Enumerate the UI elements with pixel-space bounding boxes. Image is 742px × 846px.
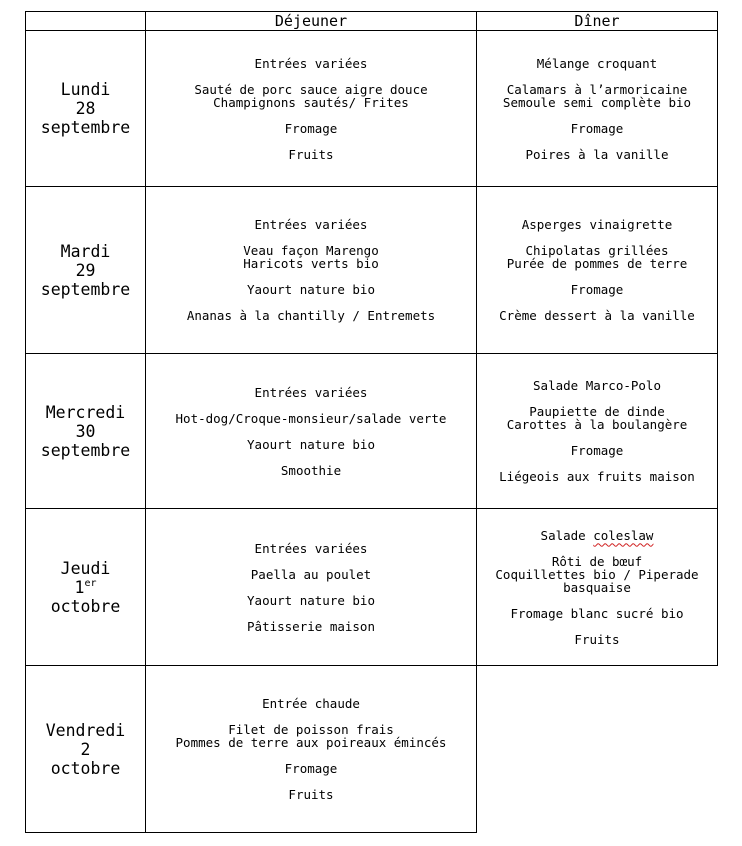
- dinner-starter-text: Salade: [540, 527, 594, 543]
- dinner-main: [477, 244, 717, 270]
- day-month: octobre: [50, 758, 121, 778]
- day-label: [26, 187, 146, 354]
- lunch-side: Pommes de terre aux poireaux émincés: [175, 735, 447, 750]
- lunch-main: [146, 244, 476, 270]
- dinner-cell: [477, 509, 718, 666]
- lunch-header: Déjeuner: [146, 12, 477, 31]
- day-name: Mercredi: [45, 402, 126, 422]
- spellcheck-word: coleslaw: [593, 527, 654, 543]
- lunch-main-dish: Veau façon Marengo: [243, 243, 379, 258]
- lunch-side: Champignons sautés/ Frites: [213, 94, 409, 110]
- day-label: [26, 354, 146, 509]
- dinner-main-dish: Chipolatas grillées: [525, 243, 669, 258]
- lunch-dessert: Ananas à la chantilly / Entremets: [186, 308, 436, 323]
- lunch-side: Haricots verts bio: [243, 256, 379, 271]
- day-name: Jeudi: [60, 558, 111, 578]
- day-number-suffix: er: [84, 577, 97, 589]
- lunch-dessert: Fruits: [288, 146, 334, 162]
- dinner-dessert: Liégeois aux fruits maison: [499, 469, 695, 484]
- header-row: [26, 12, 718, 31]
- dinner-cheese: Fromage: [570, 443, 624, 458]
- lunch-starter: Entrée chaude: [262, 696, 360, 711]
- dinner-cheese: Fromage blanc sucré bio: [510, 605, 684, 621]
- dinner-header: Dîner: [477, 12, 718, 31]
- dinner-main: [477, 555, 717, 594]
- lunch-main-dish: Sauté de porc sauce aigre douce: [194, 81, 428, 97]
- day-row: [26, 509, 718, 666]
- lunch-cell: [146, 354, 477, 509]
- day-label: [26, 666, 146, 833]
- lunch-main: [146, 723, 476, 749]
- dinner-starter: Salade Marco-Polo: [533, 378, 661, 393]
- dinner-cell: [477, 354, 718, 509]
- dinner-side: Carottes à la boulangère: [506, 417, 688, 432]
- lunch-starter: Entrées variées: [254, 384, 368, 400]
- dinner-starter: Asperges vinaigrette: [521, 217, 673, 232]
- dinner-dessert: Fruits: [574, 631, 620, 647]
- dinner-cheese: Fromage: [570, 282, 624, 297]
- dinner-side: Coquillettes bio / Piperade basquaise: [495, 566, 699, 595]
- day-number: 28: [75, 99, 96, 118]
- dinner-dessert: Crème dessert à la vanille: [499, 308, 695, 323]
- dinner-side: Semoule semi complète bio: [502, 94, 692, 110]
- day-number-wrap: [26, 578, 145, 597]
- lunch-yogurt: Yaourt nature bio: [247, 592, 375, 608]
- lunch-starter: Entrées variées: [254, 217, 368, 232]
- dinner-starter: Mélange croquant: [536, 55, 658, 71]
- day-row: [26, 187, 718, 354]
- lunch-main: [146, 83, 476, 109]
- day-row: [26, 31, 718, 187]
- dinner-main: [477, 83, 717, 109]
- day-month: septembre: [40, 440, 131, 460]
- day-label: [26, 509, 146, 666]
- dinner-starter: [477, 529, 717, 542]
- lunch-main: Hot-dog/Croque-monsieur/salade verte: [175, 410, 447, 426]
- dinner-main-dish: Paupiette de dinde: [529, 404, 665, 419]
- lunch-cell: [146, 187, 477, 354]
- lunch-main: Paella au poulet: [250, 566, 372, 582]
- dinner-main-dish: Calamars à l’armoricaine: [506, 81, 688, 97]
- corner-cell: [26, 12, 146, 31]
- day-name: Mardi: [60, 241, 111, 261]
- day-label: [26, 31, 146, 187]
- day-name: Lundi: [60, 80, 111, 99]
- lunch-starter: Entrées variées: [254, 540, 368, 556]
- day-month: octobre: [50, 596, 121, 616]
- lunch-starter: Entrées variées: [254, 55, 368, 71]
- dinner-main-dish: Rôti de bœuf: [551, 553, 643, 569]
- lunch-dessert: Smoothie: [280, 462, 342, 478]
- lunch-cell: [146, 666, 477, 833]
- lunch-yogurt: Yaourt nature bio: [247, 282, 375, 297]
- dinner-cell: [477, 31, 718, 187]
- dinner-cell: [477, 187, 718, 354]
- lunch-cheese: Fromage: [284, 120, 338, 136]
- day-row: [26, 354, 718, 509]
- day-row: [26, 666, 718, 833]
- lunch-dessert: Pâtisserie maison: [247, 618, 375, 634]
- day-number: 30: [75, 421, 96, 441]
- lunch-cheese: Fromage: [284, 761, 338, 776]
- dinner-side: Purée de pommes de terre: [506, 256, 688, 271]
- day-month: septembre: [40, 279, 131, 299]
- day-number: 1: [74, 577, 85, 597]
- dinner-main: [477, 405, 717, 431]
- lunch-cell: [146, 31, 477, 187]
- day-month: septembre: [40, 118, 131, 137]
- day-number: 2: [80, 739, 91, 759]
- lunch-dessert: Fruits: [288, 787, 334, 802]
- lunch-cell: [146, 509, 477, 666]
- empty-cell: [477, 666, 718, 833]
- dinner-dessert: Poires à la vanille: [525, 146, 669, 162]
- day-name: Vendredi: [45, 720, 126, 740]
- day-number: 29: [75, 260, 96, 280]
- weekly-menu-table: [25, 11, 718, 833]
- dinner-cheese: Fromage: [570, 120, 624, 136]
- lunch-main-dish: Filet de poisson frais: [228, 722, 394, 737]
- lunch-yogurt: Yaourt nature bio: [247, 436, 375, 452]
